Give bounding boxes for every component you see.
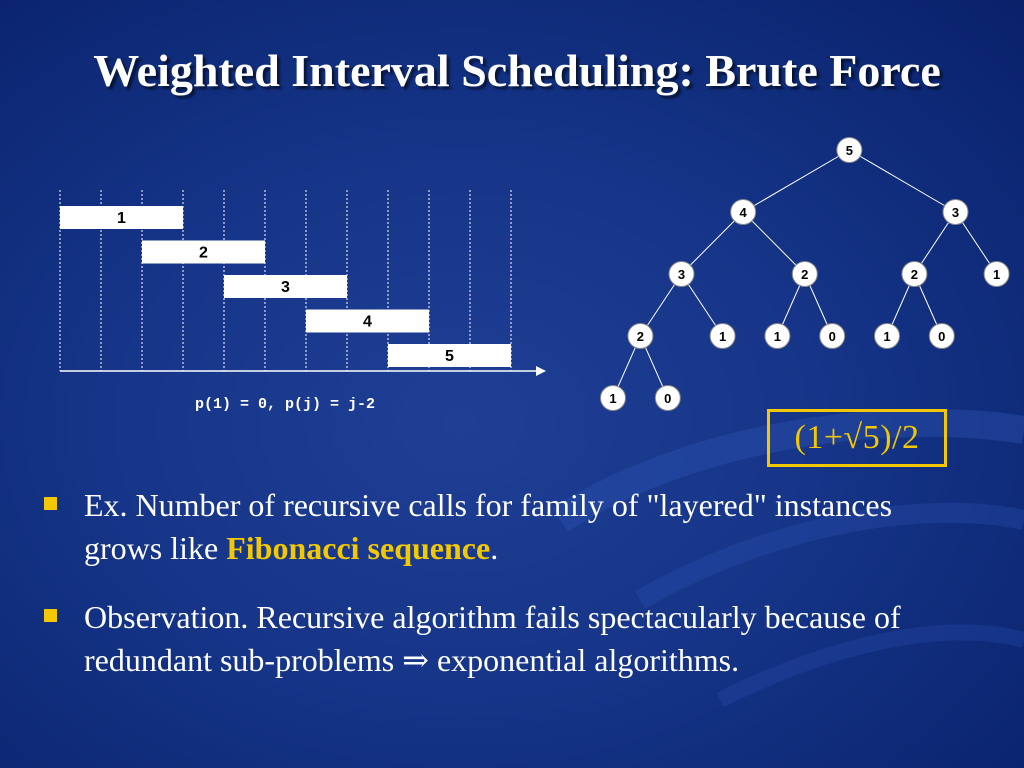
square-bullet-icon <box>44 497 57 510</box>
square-bullet-icon <box>44 609 57 622</box>
tree-edge <box>743 150 849 212</box>
interval-label: 3 <box>281 279 290 296</box>
tree-node-label: 3 <box>677 267 686 282</box>
tree-node-label: 1 <box>773 329 782 344</box>
bullet-highlight: Fibonacci sequence <box>226 530 491 566</box>
slide-title: Weighted Interval Scheduling: Brute Force <box>93 45 941 96</box>
tree-edge <box>849 150 955 212</box>
golden-ratio-box <box>767 409 947 467</box>
tree-node-label: 0 <box>828 329 836 344</box>
tree-node-label: 0 <box>938 329 946 344</box>
bullet-list <box>44 484 974 708</box>
bullet-text: Observation. Recursive algorithm fails spectacularly because of redundant sub-problems ⇒ exponential algorithms. <box>84 599 901 678</box>
bullet-item <box>44 484 974 570</box>
interval-label: 5 <box>445 348 454 365</box>
interval-label: 4 <box>363 313 372 331</box>
tree-edge <box>682 212 744 274</box>
tree-node-label: 1 <box>718 329 727 344</box>
interval-label: 1 <box>117 210 126 227</box>
tree-node-label: 1 <box>883 329 891 344</box>
tree-node-label: 2 <box>801 267 809 282</box>
tree-node-label: 5 <box>845 143 853 158</box>
tree-node-label: 1 <box>992 267 1001 282</box>
tree-node-label: 2 <box>910 267 919 282</box>
tree-node-label: 0 <box>664 391 672 406</box>
bullet-item <box>44 596 974 682</box>
tree-node-label: 4 <box>739 205 747 220</box>
tree-node-label: 3 <box>951 205 960 220</box>
tree-edge <box>743 212 805 274</box>
bullet-text: Ex. Number of recursive calls for family of "layered" instances grows like <box>84 487 893 566</box>
tree-node-label: 1 <box>609 391 617 406</box>
tree-node-label: 2 <box>636 329 645 344</box>
interval-label: 2 <box>199 244 208 262</box>
predecessor-caption: p(1) = 0, p(j) = j-2 <box>194 396 376 413</box>
golden-ratio-formula: (1+√5)/2 <box>794 419 920 456</box>
bullet-text-end: . <box>490 530 499 566</box>
